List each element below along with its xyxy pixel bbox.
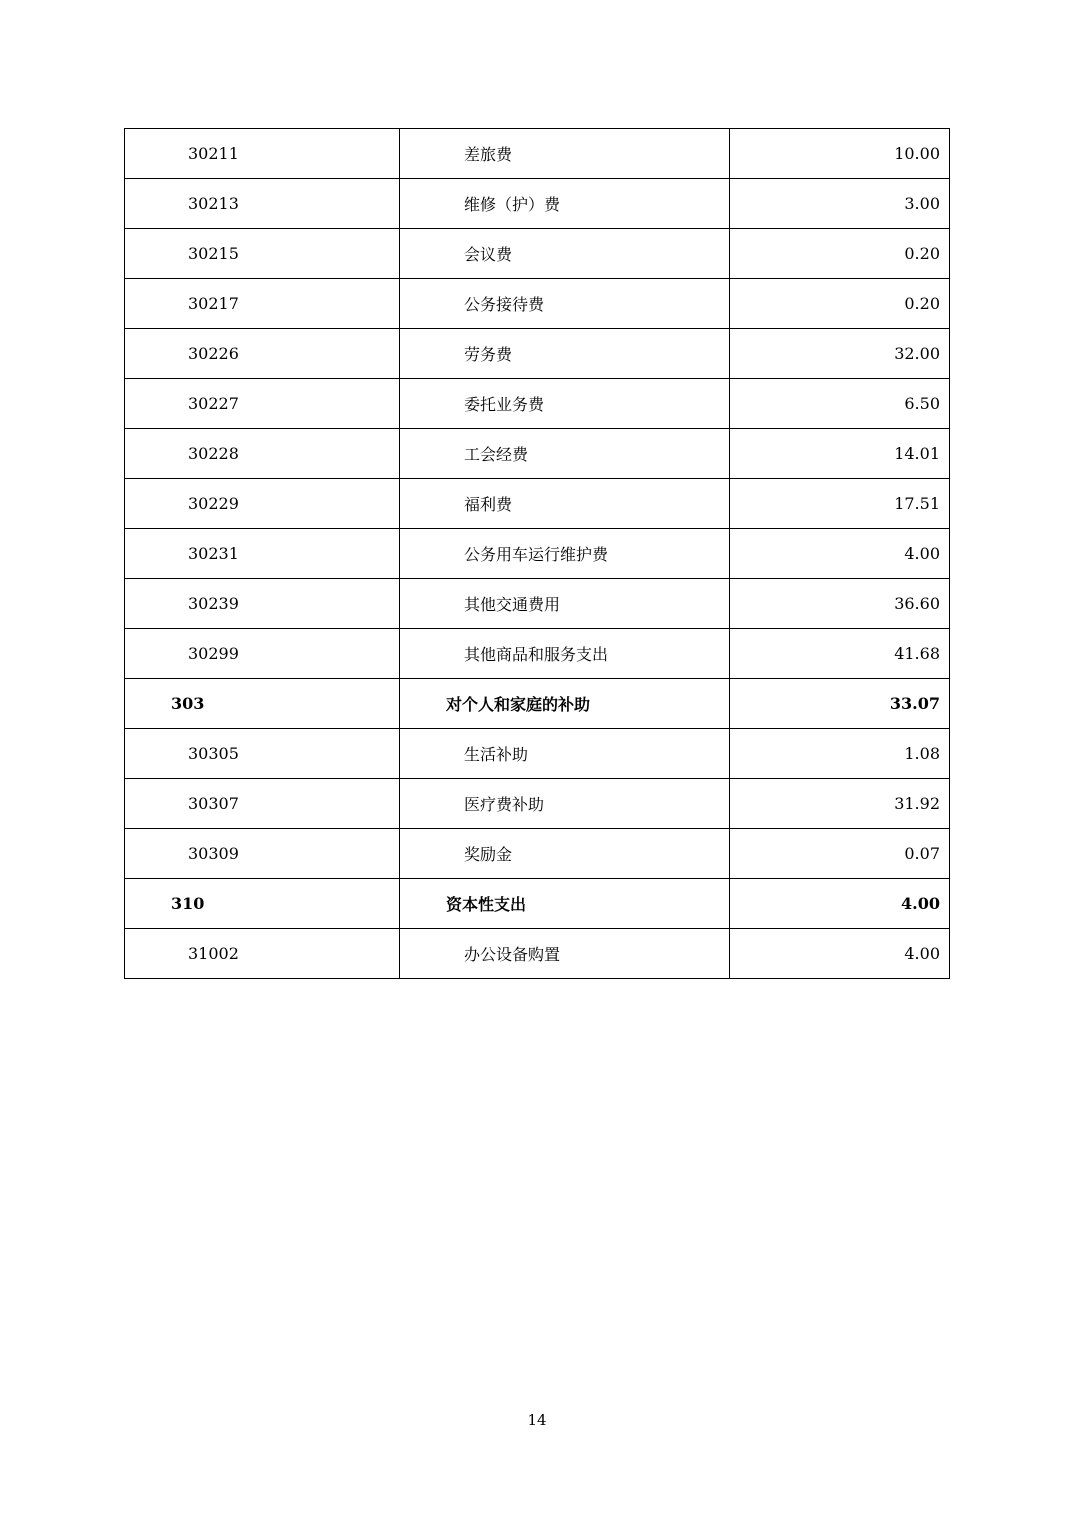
table-row [125, 529, 950, 579]
category-code-cell: 310 [125, 879, 400, 929]
subject-code-cell: 30226 [125, 329, 400, 379]
amount-cell: 17.51 [730, 479, 950, 529]
category-name-cell: 对个人和家庭的补助 [400, 679, 730, 729]
table-row [125, 629, 950, 679]
table-row [125, 379, 950, 429]
amount-cell: 14.01 [730, 429, 950, 479]
amount-cell: 0.20 [730, 279, 950, 329]
table-row [125, 729, 950, 779]
table-row [125, 829, 950, 879]
subject-code-cell: 30239 [125, 579, 400, 629]
amount-cell: 1.08 [730, 729, 950, 779]
subject-name-cell: 其他交通费用 [400, 579, 730, 629]
table-row [125, 179, 950, 229]
category-amount-cell: 33.07 [730, 679, 950, 729]
subject-name-cell: 维修（护）费 [400, 179, 730, 229]
table-row [125, 229, 950, 279]
subject-code-cell: 30231 [125, 529, 400, 579]
subject-name-cell: 委托业务费 [400, 379, 730, 429]
amount-cell: 31.92 [730, 779, 950, 829]
table-row [125, 579, 950, 629]
subject-code-cell: 31002 [125, 929, 400, 979]
subject-name-cell: 其他商品和服务支出 [400, 629, 730, 679]
amount-cell: 10.00 [730, 129, 950, 179]
amount-cell: 0.20 [730, 229, 950, 279]
subject-name-cell: 会议费 [400, 229, 730, 279]
subject-name-cell: 办公设备购置 [400, 929, 730, 979]
amount-cell: 3.00 [730, 179, 950, 229]
amount-cell: 0.07 [730, 829, 950, 879]
amount-cell: 36.60 [730, 579, 950, 629]
subject-code-cell: 30211 [125, 129, 400, 179]
subject-code-cell: 30305 [125, 729, 400, 779]
subject-name-cell: 差旅费 [400, 129, 730, 179]
table-row [125, 779, 950, 829]
category-row [125, 879, 950, 929]
subject-name-cell: 工会经费 [400, 429, 730, 479]
amount-cell: 6.50 [730, 379, 950, 429]
category-amount-cell: 4.00 [730, 879, 950, 929]
subject-code-cell: 30227 [125, 379, 400, 429]
category-code-cell: 303 [125, 679, 400, 729]
subject-code-cell: 30307 [125, 779, 400, 829]
amount-cell: 41.68 [730, 629, 950, 679]
category-name-cell: 资本性支出 [400, 879, 730, 929]
subject-code-cell: 30299 [125, 629, 400, 679]
subject-code-cell: 30215 [125, 229, 400, 279]
subject-code-cell: 30309 [125, 829, 400, 879]
table-row [125, 929, 950, 979]
subject-code-cell: 30229 [125, 479, 400, 529]
subject-code-cell: 30213 [125, 179, 400, 229]
budget-expenditure-table [124, 128, 950, 979]
amount-cell: 4.00 [730, 929, 950, 979]
subject-name-cell: 生活补助 [400, 729, 730, 779]
subject-code-cell: 30228 [125, 429, 400, 479]
subject-code-cell: 30217 [125, 279, 400, 329]
subject-name-cell: 奖励金 [400, 829, 730, 879]
subject-name-cell: 劳务费 [400, 329, 730, 379]
table-body [125, 129, 950, 979]
table-row [125, 279, 950, 329]
table-row [125, 429, 950, 479]
table-row [125, 329, 950, 379]
page-number: 14 [527, 1411, 547, 1429]
category-row [125, 679, 950, 729]
subject-name-cell: 公务接待费 [400, 279, 730, 329]
subject-name-cell: 医疗费补助 [400, 779, 730, 829]
table-row [125, 479, 950, 529]
table-row [125, 129, 950, 179]
amount-cell: 32.00 [730, 329, 950, 379]
amount-cell: 4.00 [730, 529, 950, 579]
subject-name-cell: 公务用车运行维护费 [400, 529, 730, 579]
subject-name-cell: 福利费 [400, 479, 730, 529]
